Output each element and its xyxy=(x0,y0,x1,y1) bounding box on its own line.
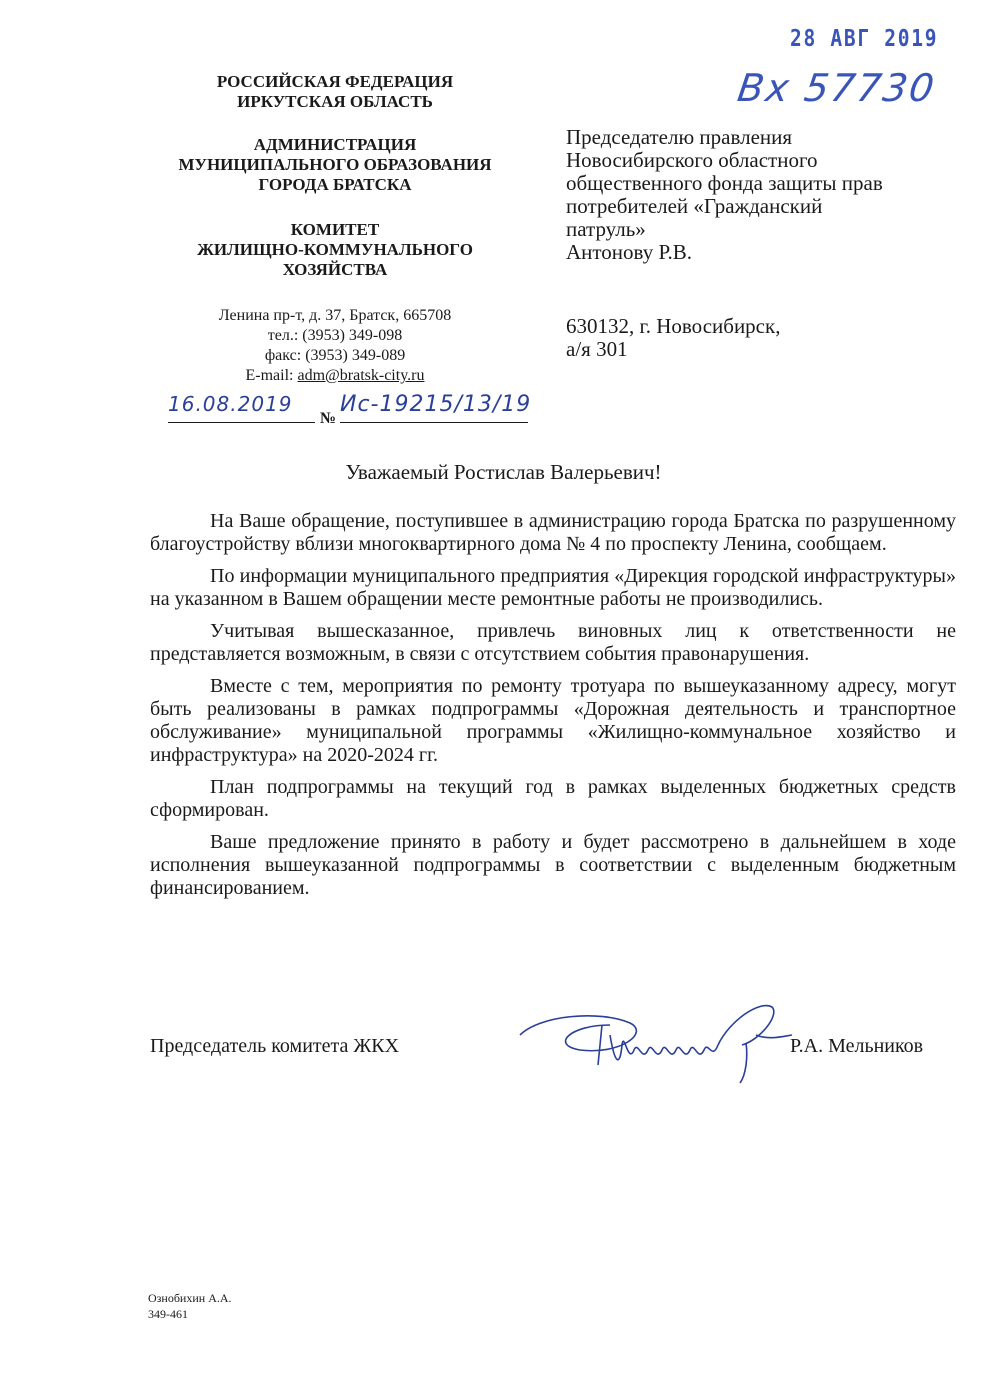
letterhead-line: КОМИТЕТ xyxy=(290,220,380,239)
body-paragraph: План подпрограммы на текущий год в рамках выделенных бюджетных средств сформирован. xyxy=(150,776,956,821)
executor-name: Ознобихин А.А. xyxy=(148,1291,232,1305)
letterhead-committee xyxy=(150,220,520,280)
letterhead-country xyxy=(150,72,520,112)
letterhead-line: РОССИЙСКАЯ ФЕДЕРАЦИЯ xyxy=(216,72,454,91)
body-paragraph: На Ваше обращение, поступившее в администрацию города Братска по разрушенному благоустройству вблизи многоквартирного дома № 4 по проспекту Ленина, сообщаем. xyxy=(150,510,956,555)
letter-body xyxy=(150,510,956,909)
number-sign: № xyxy=(320,410,337,427)
letterhead-line: ИРКУТСКАЯ ОБЛАСТЬ xyxy=(237,92,433,111)
received-date-stamp: 28 АВГ 2019 xyxy=(790,26,939,52)
letterhead-administration xyxy=(150,135,520,195)
email-link[interactable]: adm@bratsk-city.ru xyxy=(297,367,425,384)
letterhead-line: АДМИНИСТРАЦИЯ xyxy=(253,135,417,154)
body-paragraph: Вместе с тем, мероприятия по ремонту тротуара по вышеуказанному адресу, могут быть реализованы в рамках подпрограммы «Дорожная деятельность и транспортное обслуживание» муниципальной программы «Жилищно-коммунальное хозяйство и инфраструктура» на 2020-2024 гг. xyxy=(150,675,956,766)
email-line xyxy=(150,366,520,386)
salutation: Уважаемый Ростислав Валерьевич! xyxy=(345,460,662,484)
registration-date-handwritten: 16.08.2019 xyxy=(168,392,315,423)
addressee-postal-address xyxy=(566,315,946,361)
phone-line: тел.: (3953) 349-098 xyxy=(267,327,403,344)
email-label: E-mail: xyxy=(245,367,298,384)
body-paragraph: Ваше предложение принято в работу и будет рассмотрено в дальнейшем в ходе исполнения вышеуказанной подпрограммы в соответствии с выделенным бюджетным финансированием. xyxy=(150,831,956,899)
executor-block xyxy=(148,1290,232,1322)
incoming-number-handwritten: Вх 57730 xyxy=(734,66,939,110)
addressee-line: Председателю правления xyxy=(566,125,793,149)
addressee-line: Антонову Р.В. xyxy=(566,240,693,264)
postal-line: а/я 301 xyxy=(566,337,628,361)
body-paragraph: По информации муниципального предприятия «Дирекция городской инфраструктуры» на указанном в Вашем обращении месте ремонтные работы не производились. xyxy=(150,565,956,610)
handwritten-signature xyxy=(510,995,800,1085)
addressee-line: патруль» xyxy=(566,217,646,241)
address-line: Ленина пр-т, д. 37, Братск, 665708 xyxy=(218,307,452,324)
addressee-line: Новосибирского областного xyxy=(566,148,818,172)
registration-number-handwritten: Ис-19215/13/19 xyxy=(340,392,528,423)
body-paragraph: Учитывая вышесказанное, привлечь виновных лиц к ответственности не представляется возможным, в связи с отсутствием события правонарушения. xyxy=(150,620,956,665)
postal-line: 630132, г. Новосибирск, xyxy=(566,314,781,338)
signatory-name: Р.А. Мельников xyxy=(790,1035,924,1057)
letterhead-line: ГОРОДА БРАТСКА xyxy=(258,175,412,194)
executor-phone: 349-461 xyxy=(148,1307,188,1321)
letterhead-line: ЖИЛИЩНО-КОММУНАЛЬНОГО xyxy=(197,240,473,259)
addressee-line: потребителей «Гражданский xyxy=(566,194,823,218)
fax-line: факс: (3953) 349-089 xyxy=(264,347,406,364)
addressee-block xyxy=(566,126,946,264)
letterhead-line: МУНИЦИПАЛЬНОГО ОБРАЗОВАНИЯ xyxy=(178,155,492,174)
letterhead-line: ХОЗЯЙСТВА xyxy=(282,260,388,279)
addressee-line: общественного фонда защиты прав xyxy=(566,171,883,195)
letterhead-contacts xyxy=(150,306,520,386)
signatory-title: Председатель комитета ЖКХ xyxy=(150,1035,400,1057)
